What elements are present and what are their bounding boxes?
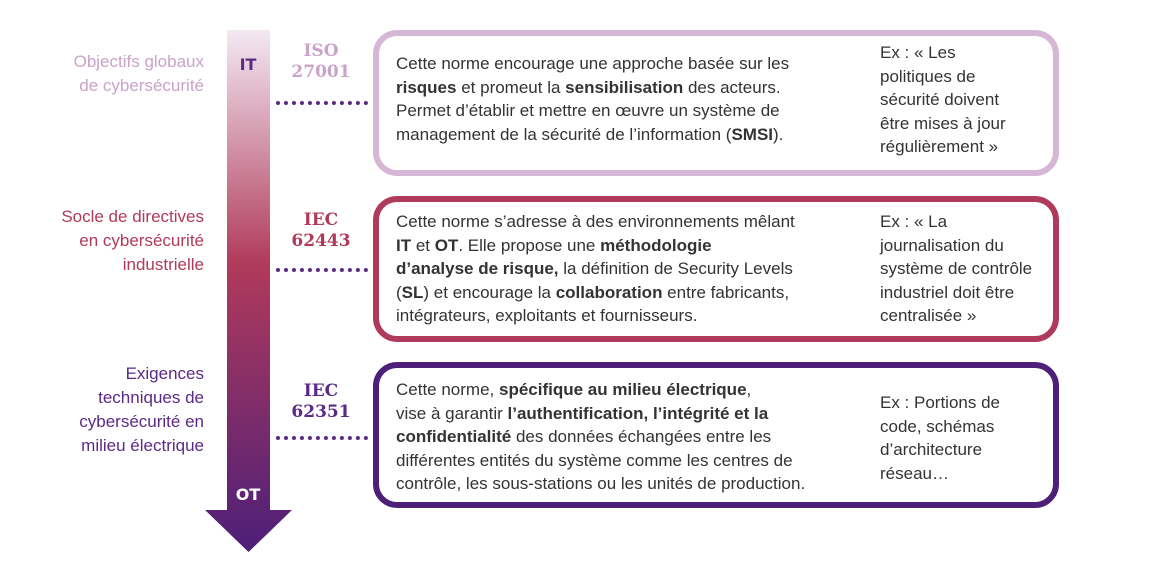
example-line: sécurité doivent bbox=[880, 90, 1000, 109]
level-label-line: Socle de directives bbox=[61, 207, 204, 226]
description-run: des données échangées entre les bbox=[511, 427, 772, 446]
description-bold-run: sensibilisation bbox=[565, 77, 684, 97]
description-run: entre fabricants, bbox=[662, 282, 790, 302]
description-bold-run: collaboration bbox=[555, 282, 663, 302]
level-label-line: cybersécurité en bbox=[79, 412, 204, 431]
example-line: code, schémas bbox=[880, 416, 995, 436]
description-run: contrôle, les sous-stations ou les unités de production. bbox=[396, 474, 806, 493]
example-line: système de contrôle bbox=[880, 259, 1033, 278]
example-line: régulièrement » bbox=[880, 137, 999, 156]
description-line bbox=[396, 257, 874, 281]
standard-code-iec-62351 bbox=[290, 381, 352, 423]
standard-code-line: ISO bbox=[303, 41, 339, 61]
description-run: , bbox=[746, 380, 752, 399]
description-line bbox=[396, 210, 874, 234]
example-line: industriel doit être bbox=[880, 282, 1015, 302]
level-label-line: industrielle bbox=[122, 255, 204, 274]
description-bold-run: SL bbox=[401, 282, 424, 302]
description-line bbox=[396, 234, 874, 258]
standard-description bbox=[396, 378, 874, 496]
level-label-electrical-requirements bbox=[79, 362, 204, 458]
description-bold-run: confidentialité bbox=[396, 427, 512, 446]
description-bold-run: l’authentification, l’intégrité et la bbox=[507, 403, 769, 423]
example-line: être mises à jour bbox=[880, 113, 1006, 133]
description-bold-run: d’analyse de risque, bbox=[396, 259, 559, 278]
it-to-ot-arrow bbox=[200, 30, 296, 556]
standard-code-line: 27001 bbox=[291, 62, 351, 82]
standard-description bbox=[396, 52, 874, 146]
description-run: Cette norme, bbox=[396, 380, 499, 399]
standard-code-iec-62443 bbox=[290, 210, 352, 252]
description-run: intégrateurs, exploitants et fournisseurs. bbox=[396, 306, 698, 325]
description-run: des acteurs. bbox=[683, 77, 781, 97]
dotted-connector bbox=[276, 101, 368, 105]
arrow-label-ot: OT bbox=[235, 485, 261, 504]
description-line bbox=[396, 378, 874, 402]
level-label-line: en cybersécurité bbox=[79, 231, 204, 250]
description-line bbox=[396, 425, 874, 449]
example-line: politiques de bbox=[880, 66, 976, 86]
description-bold-run: SMSI bbox=[731, 124, 774, 144]
level-label-line: de cybersécurité bbox=[79, 76, 204, 95]
standard-example bbox=[880, 210, 1052, 328]
example-line: journalisation du bbox=[880, 235, 1004, 255]
description-run: différentes entités du système comme les centres de bbox=[396, 450, 793, 470]
description-run: Cette norme encourage une approche basée sur les bbox=[396, 54, 790, 73]
standard-code-line: IEC bbox=[303, 210, 339, 230]
dotted-connector bbox=[276, 268, 368, 272]
description-line bbox=[396, 281, 874, 305]
level-label-global-objectives bbox=[74, 50, 204, 98]
standard-description bbox=[396, 210, 874, 328]
level-label-industrial-directives bbox=[61, 205, 204, 277]
description-run: management de la sécurité de l’information ( bbox=[396, 124, 732, 144]
arrow-shape bbox=[205, 30, 292, 552]
description-run: Cette norme s’adresse à des environnements mêlant bbox=[396, 212, 795, 231]
description-run: ) et encourage la bbox=[423, 282, 556, 302]
description-bold-run: risques bbox=[396, 77, 457, 97]
example-line: Ex : « Les bbox=[880, 43, 956, 62]
description-line bbox=[396, 402, 874, 426]
description-line bbox=[396, 472, 874, 496]
standard-code-line: 62351 bbox=[291, 402, 351, 422]
standard-code-line: IEC bbox=[303, 381, 339, 401]
level-label-line: techniques de bbox=[98, 388, 204, 407]
standard-example bbox=[880, 41, 1052, 159]
description-bold-run: OT bbox=[434, 235, 459, 255]
description-run: et bbox=[411, 235, 435, 255]
description-run: vise à garantir bbox=[396, 403, 508, 423]
description-run: la définition de Security Levels bbox=[558, 259, 793, 278]
level-label-line: Objectifs globaux bbox=[73, 52, 204, 71]
example-line: réseau… bbox=[880, 463, 949, 483]
description-line bbox=[396, 304, 874, 328]
standard-example bbox=[880, 391, 1052, 485]
example-line: Ex : Portions de bbox=[880, 393, 1001, 412]
description-line bbox=[396, 123, 874, 147]
example-line: Ex : « La bbox=[880, 212, 948, 231]
description-run: et promeut la bbox=[456, 77, 566, 97]
description-run: . Elle propose une bbox=[458, 235, 601, 255]
example-line: centralisée » bbox=[880, 306, 977, 325]
description-bold-run: méthodologie bbox=[600, 235, 712, 255]
level-label-line: milieu électrique bbox=[81, 436, 204, 455]
description-line bbox=[396, 52, 874, 76]
description-bold-run: IT bbox=[396, 235, 412, 255]
description-line bbox=[396, 449, 874, 473]
description-line bbox=[396, 76, 874, 100]
arrow-label-it: IT bbox=[239, 55, 257, 74]
description-bold-run: spécifique au milieu électrique bbox=[499, 380, 747, 399]
description-run: ( bbox=[396, 282, 402, 302]
description-run: Permet d’établir et mettre en œuvre un système de bbox=[396, 101, 780, 120]
standard-code-line: 62443 bbox=[291, 231, 351, 251]
dotted-connector bbox=[276, 436, 368, 440]
standard-code-iso-27001 bbox=[290, 41, 352, 83]
example-line: d’architecture bbox=[880, 440, 983, 459]
description-line bbox=[396, 99, 874, 123]
level-label-line: Exigences bbox=[125, 364, 204, 383]
description-run: ). bbox=[773, 124, 784, 144]
